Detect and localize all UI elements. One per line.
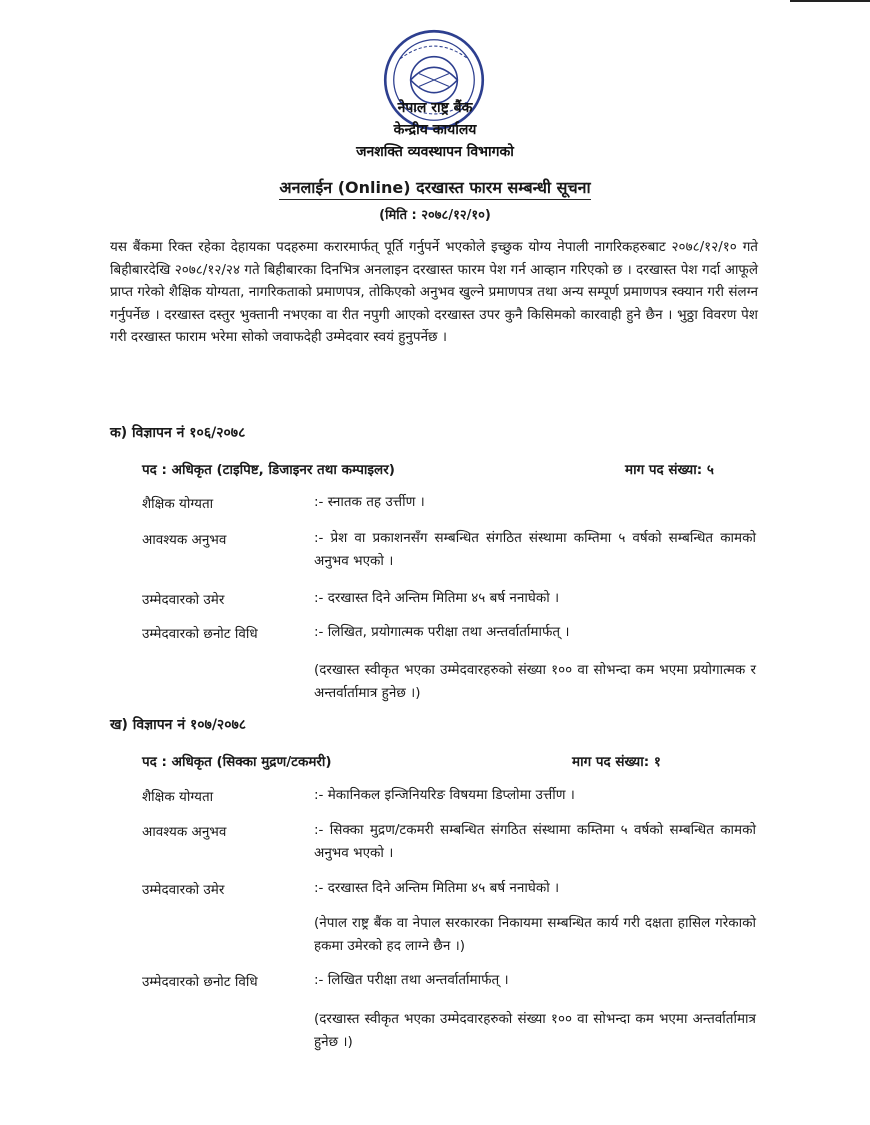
ad2-experience-value: :- सिक्का मुद्रण/टकमरी सम्बन्धित संगठित संस्थामा कम्तिमा ५ वर्षको सम्बन्धित कामको अनुभव भएको । xyxy=(314,822,756,861)
office-name: केन्द्रीय कार्यालय xyxy=(393,122,477,138)
ad2-qualification-label: शैक्षिक योग्यता xyxy=(142,789,214,805)
ad2-age-label: उम्मेदवारको उमेर xyxy=(142,882,225,898)
ad1-age-value: :- दरखास्त दिने अन्तिम मितिमा ४५ बर्ष ननाघेको । xyxy=(314,590,560,606)
ad2-post: पद : अधिकृत (सिक्का मुद्रण/टकमरी) xyxy=(142,754,332,770)
notice-date: (मिति : २०७८/१२/१०) xyxy=(379,208,491,223)
notice-title-wrap xyxy=(0,176,870,200)
ad1-selection-note: (दरखास्त स्वीकृत भएका उम्मेदवारहरुको संख्या १०० वा सोभन्दा कम भएमा प्रयोगात्मक र अन्तर्वार्तामात्र हुनेछ ।) xyxy=(314,662,756,701)
ad1-experience-label: आवश्यक अनुभव xyxy=(142,532,227,548)
ad2-experience-label: आवश्यक अनुभव xyxy=(142,824,227,840)
ad1-heading: क) विज्ञापन नं १०६/२०७८ xyxy=(110,425,246,441)
ad1-experience-value: :- प्रेश वा प्रकाशनसँग सम्बन्धित संगठित संस्थामा कम्तिमा ५ वर्षको सम्बन्धित कामको अनुभव भएको । xyxy=(314,530,756,569)
ad2-demand: माग पद संख्या: १ xyxy=(572,754,661,770)
ad2-selection-note: (दरखास्त स्वीकृत भएका उम्मेदवारहरुको संख्या १०० वा सोभन्दा कम भएमा अन्तर्वार्तामात्र हुनेछ ।) xyxy=(314,1011,756,1050)
ad1-age-label: उम्मेदवारको उमेर xyxy=(142,592,225,608)
ad1-qualification-label: शैक्षिक योग्यता xyxy=(142,496,214,512)
intro-paragraph: यस बैंकमा रिक्त रहेका देहायका पदहरुमा करारमार्फत् पूर्ति गर्नुपर्ने भएकोले इच्छुक योग्य नेपाली नागरिकहरुबाट २०७८/१२/१० गते बिहीबारदेखि २०७८/१२/२४ गते बिहीबारका दिनभित्र अनलाइन दरखास्त फारम पेश गर्न आव्हान गरिएको छ । दरखास्त पेश गर्दा आफूले प्राप्त गरेको शैक्षिक योग्यता, नागरिकताको प्रमाणपत्र, तोकिएको अनुभव खुल्ने प्रमाणपत्र तथा अन्य सम्पूर्ण प्रमाणपत्र स्क्यान गरी संलग्न गर्नुपर्नेछ । दरखास्त दस्तुर भुक्तानी नभएका वा रीत नपुगी आएको दरखास्त उपर कुनै किसिमको कारवाही हुने छैन । भुठ्ठा विवरण पेश गरी दरखास्त फाराम भरेमा सोको जवाफदेही उम्मेदवार स्वयं हुनुपर्नेछ । xyxy=(110,239,758,345)
ad1-selection-label: उम्मेदवारको छनोट विधि xyxy=(142,626,258,642)
bank-name: नेपाल राष्ट्र बैंक xyxy=(397,100,473,116)
notice-title: अनलाईन (Online) दरखास्त फारम सम्बन्धी सूचना xyxy=(279,176,590,200)
ad2-age-note: (नेपाल राष्ट्र बैंक वा नेपाल सरकारका निकायमा सम्बन्धित कार्य गरी दक्षता हासिल गरेकाको हकमा उमेरको हद लाग्ने छैन ।) xyxy=(314,915,756,954)
ad2-selection-label: उम्मेदवारको छनोट विधि xyxy=(142,974,258,990)
top-edge-line xyxy=(790,0,870,2)
ad2-qualification-value: :- मेकानिकल इन्जिनियरिङ विषयमा डिप्लोमा उर्त्तीण । xyxy=(314,787,575,803)
ad2-heading: ख) विज्ञापन नं १०७/२०७८ xyxy=(110,717,247,733)
ad1-post: पद : अधिकृत (टाइपिष्ट, डिजाइनर तथा कम्पाइलर) xyxy=(142,462,395,478)
ad2-selection-value: :- लिखित परीक्षा तथा अन्तर्वार्तामार्फत् । xyxy=(314,972,509,988)
bank-seal-icon xyxy=(381,27,487,133)
ad2-age-value: :- दरखास्त दिने अन्तिम मितिमा ४५ बर्ष ननाघेको । xyxy=(314,880,560,896)
ad1-selection-value: :- लिखित, प्रयोगात्मक परीक्षा तथा अन्तर्वार्तामार्फत् । xyxy=(314,624,570,640)
ad1-qualification-value: :- स्नातक तह उर्त्तीण । xyxy=(314,494,425,510)
ad1-demand: माग पद संख्या: ५ xyxy=(625,462,714,478)
department-name: जनशक्ति व्यवस्थापन विभागको xyxy=(356,144,514,160)
